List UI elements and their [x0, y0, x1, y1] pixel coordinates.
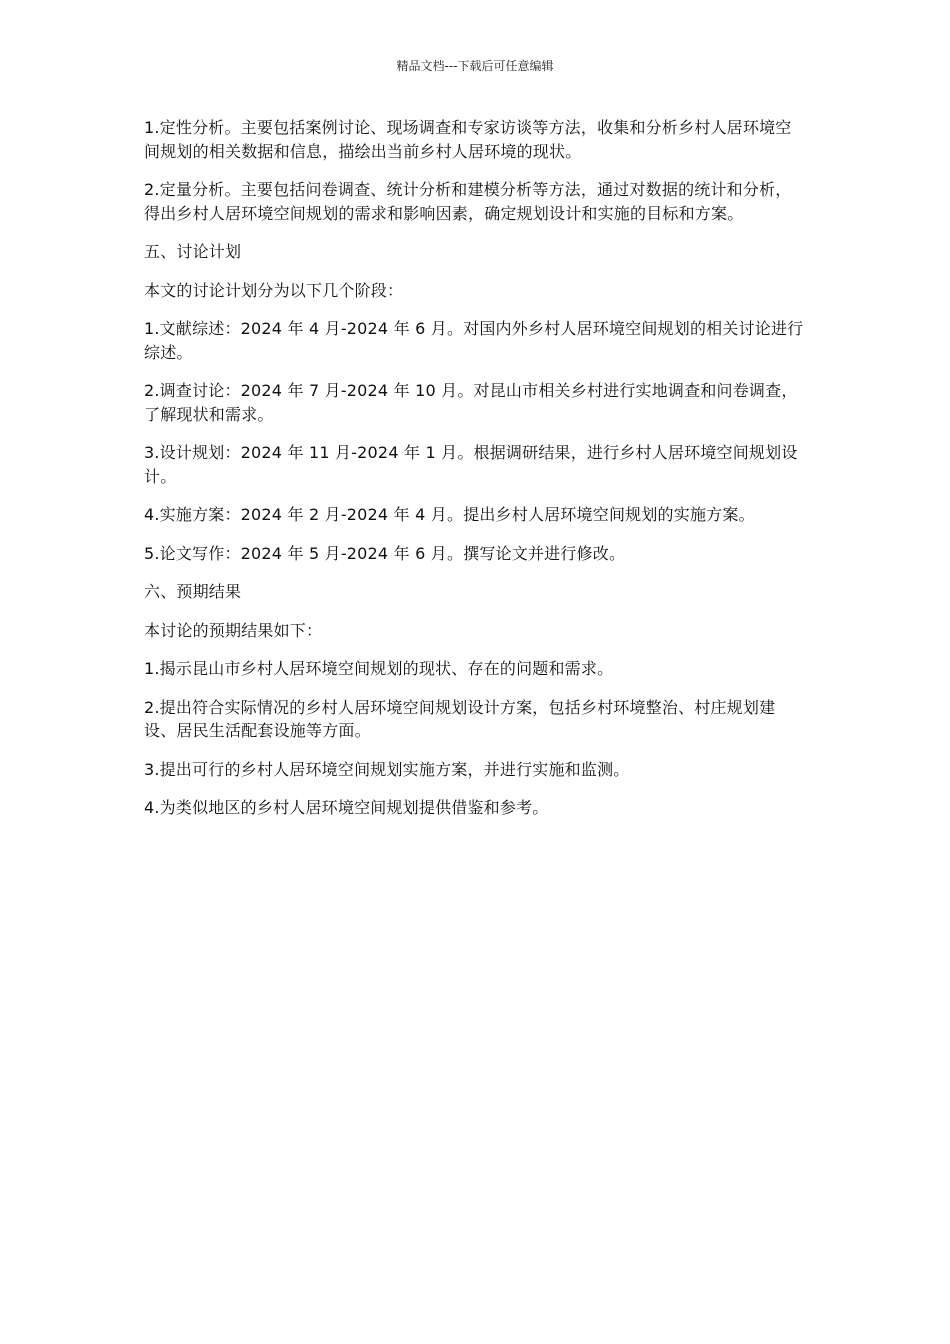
result-item-2: 2.提出符合实际情况的乡村人居环境空间规划设计方案，包括乡村环境整治、村庄规划建设、居民生活配套设施等方面。 [144, 697, 776, 740]
document-body [144, 116, 806, 835]
result-item-1: 1.揭示昆山市乡村人居环境空间规划的现状、存在的问题和需求。 [144, 659, 614, 678]
plan-stage-survey: 2.调查讨论：2024 年 7 月-2024 年 10 月。对昆山市相关乡村进行实地调查和问卷调查，了解现状和需求。 [144, 381, 798, 424]
paragraph-qualitative-analysis: 1.定性分析。主要包括案例讨论、现场调查和专家访谈等方法，收集和分析乡村人居环境空间规划的相关数据和信息，描绘出当前乡村人居环境的现状。 [144, 118, 792, 161]
section-heading-discussion-plan: 五、讨论计划 [144, 242, 242, 261]
paragraph-plan-intro: 本文的讨论计划分为以下几个阶段： [144, 280, 404, 300]
result-item-4: 4.为类似地区的乡村人居环境空间规划提供借鉴和参考。 [144, 798, 549, 817]
plan-stage-writing: 5.论文写作：2024 年 5 月-2024 年 6 月。撰写论文并进行修改。 [144, 543, 626, 563]
paragraph-results-intro: 本讨论的预期结果如下： [144, 620, 323, 640]
plan-stage-literature-review: 1.文献综述：2024 年 4 月-2024 年 6 月。对国内外乡村人居环境空间规划的相关讨论进行综述。 [144, 319, 804, 362]
plan-stage-implementation: 4.实施方案：2024 年 2 月-2024 年 4 月。提出乡村人居环境空间规划的实施方案。 [144, 505, 755, 524]
plan-stage-design: 3.设计规划：2024 年 11 月-2024 年 1 月。根据调研结果，进行乡村人居环境空间规划设计。 [144, 443, 798, 486]
result-item-3: 3.提出可行的乡村人居环境空间规划实施方案，并进行实施和监测。 [144, 759, 630, 779]
page-header: 精品文档---下载后可任意编辑 [396, 59, 554, 73]
section-heading-expected-results: 六、预期结果 [144, 582, 242, 601]
paragraph-quantitative-analysis: 2.定量分析。主要包括问卷调查、统计分析和建模分析等方法，通过对数据的统计和分析，得出乡村人居环境空间规划的需求和影响因素，确定规划设计和实施的目标和方案。 [144, 180, 792, 223]
